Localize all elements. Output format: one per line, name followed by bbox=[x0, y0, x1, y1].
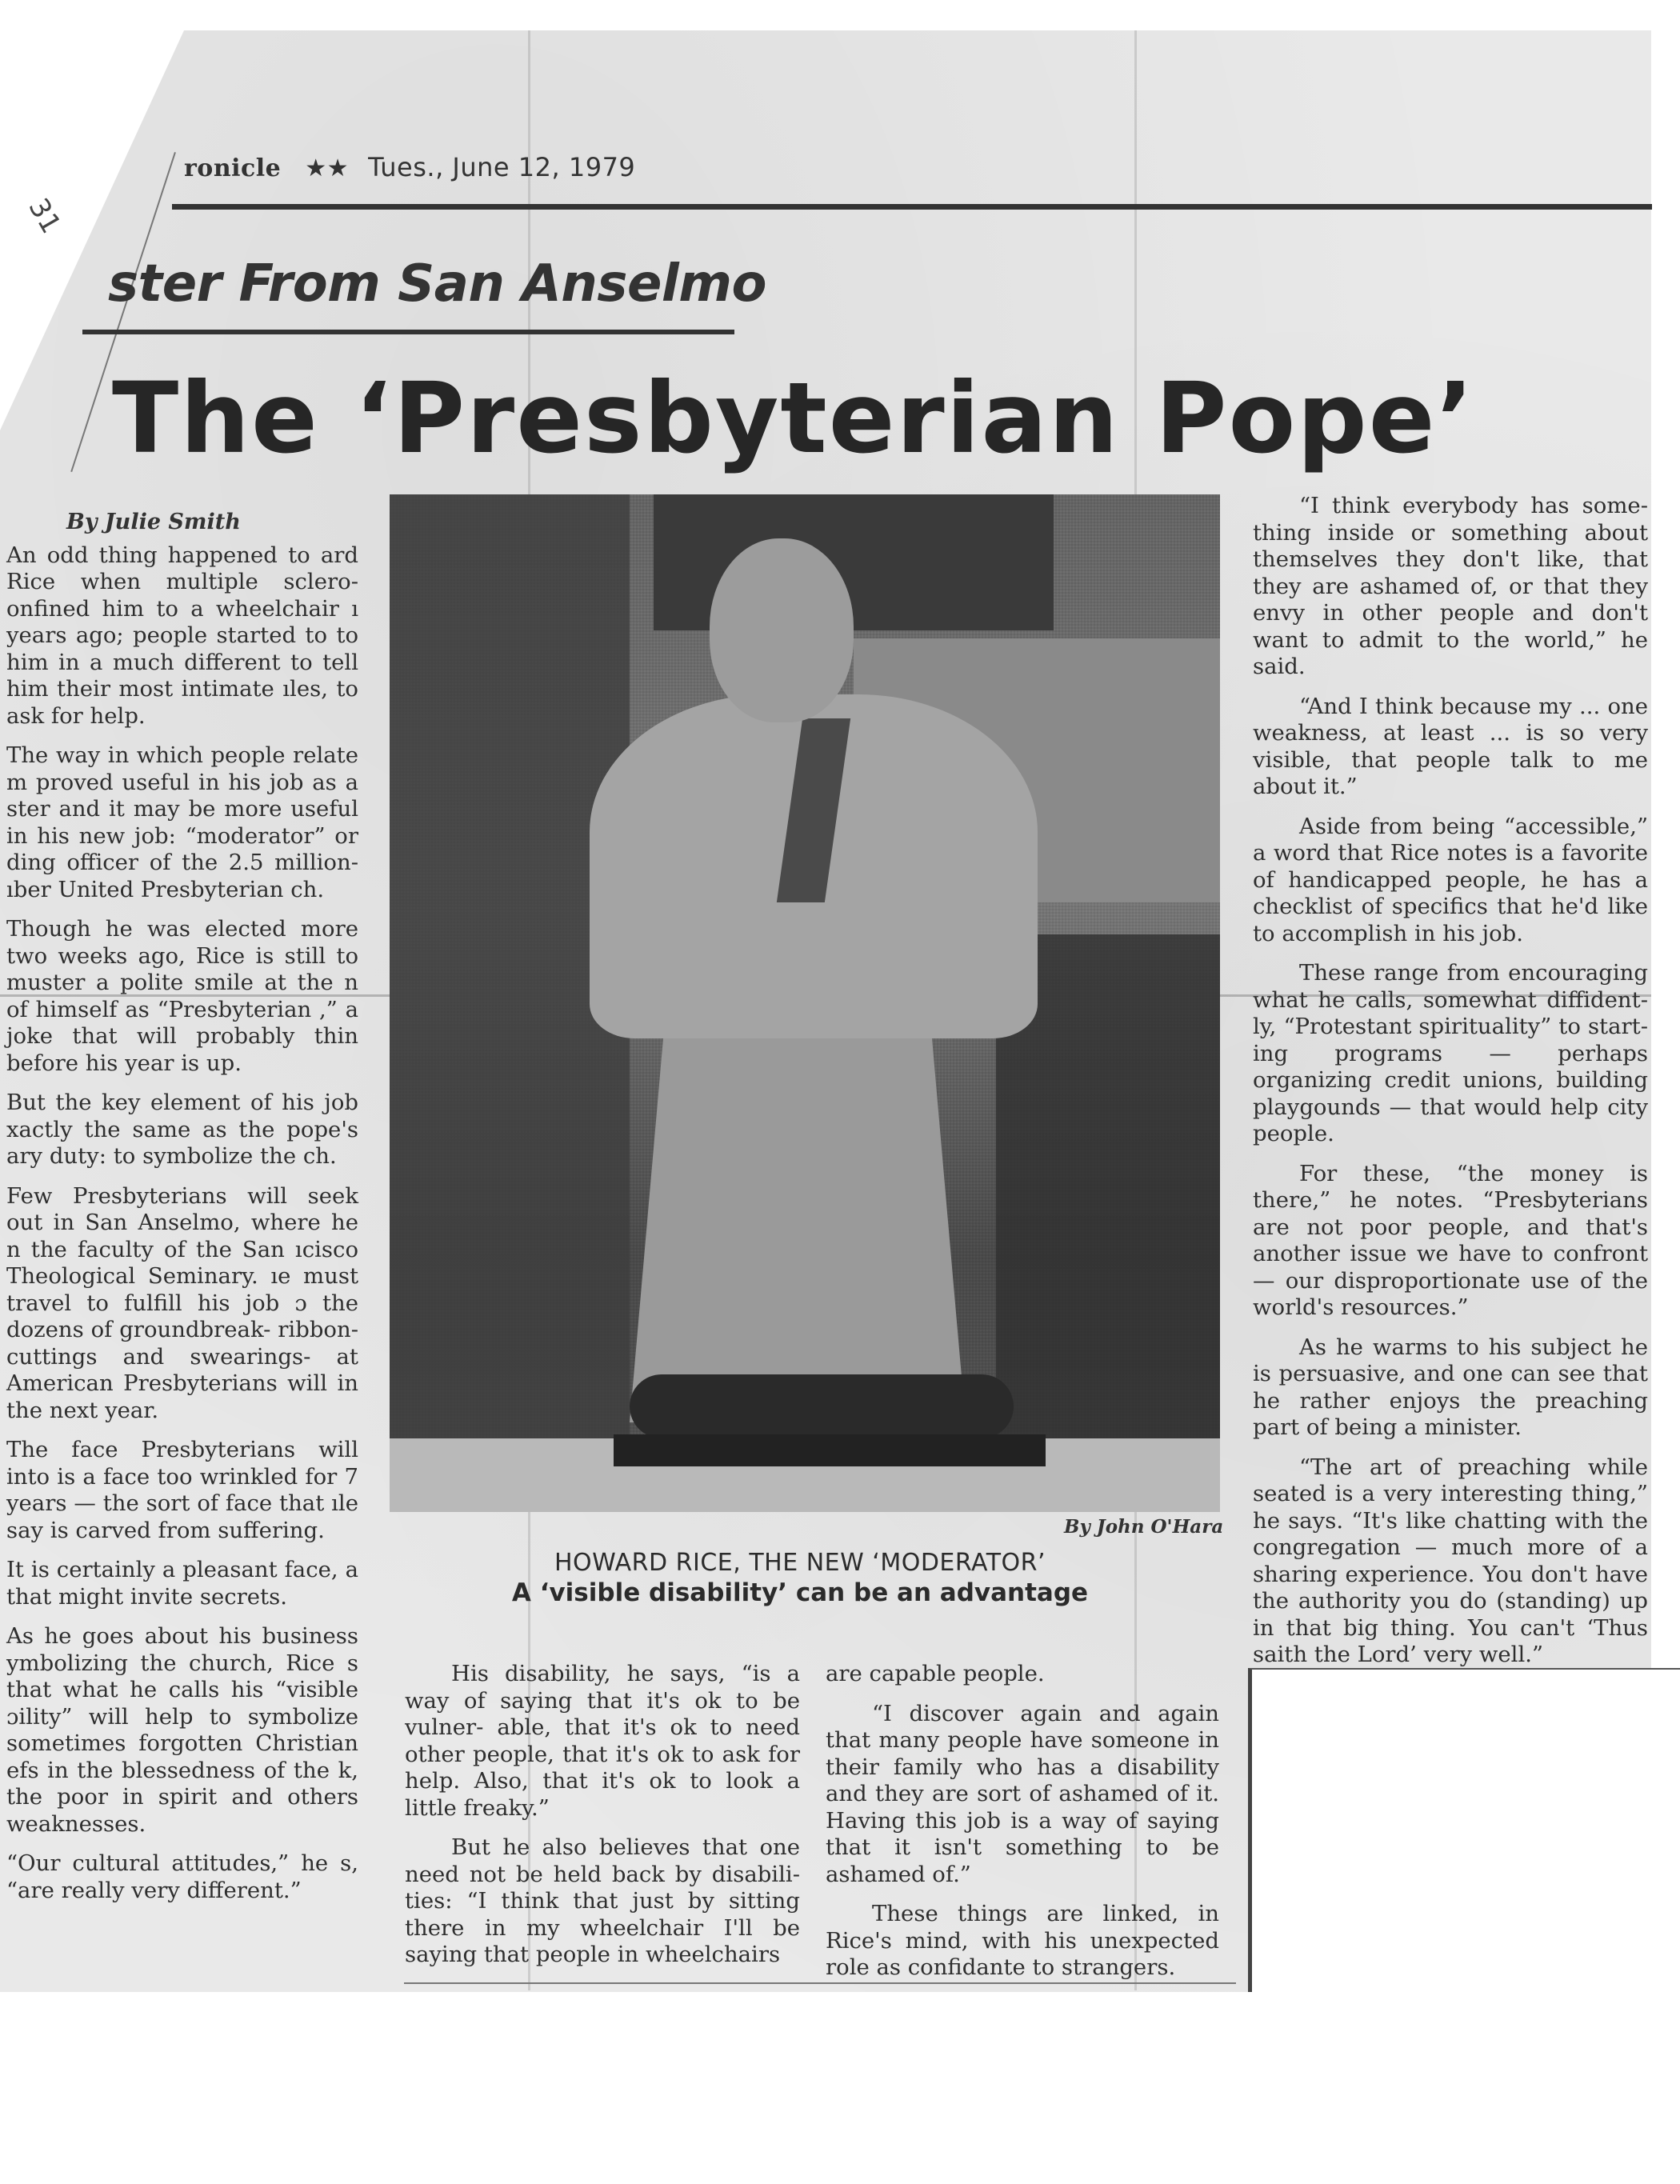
newspaper-name: ronicle bbox=[184, 154, 282, 182]
handwritten-page-mark: 31 bbox=[22, 193, 67, 239]
paragraph: Though he was elected more two weeks ago, Rice is still to muster a polite smile at the n of himself as “Presbyterian ,” a joke that will probably thin before his year is up. bbox=[6, 916, 358, 1076]
paragraph: But the key element of his job xactly the same as the pope's ary duty: to symbolize the ch. bbox=[6, 1090, 358, 1169]
paragraph: But he also believes that one need not be held back by disabili- ties: “I think that just by sitting there in my wheelchair I'll be saying that people in wheelchairs bbox=[405, 1834, 800, 1967]
paragraph: For these, “the money is there,” he notes. “Presbyterians are not poor people, and that's another issue we have to confront — our disproportionate use of the world's resources.” bbox=[1253, 1160, 1648, 1320]
byline: By Julie Smith bbox=[66, 510, 241, 534]
paragraph: “I think everybody has some- thing inside or something about themselves they don't like, that they are ashamed of, or that they envy in other people and don't want to admit to the world,” he said. bbox=[1253, 493, 1648, 679]
paragraph: These things are linked, in Rice's mind, with his unexpected role as confidante to strangers. bbox=[826, 1901, 1219, 1980]
caption-title: HOWARD RICE, THE NEW ‘MODERATOR’ bbox=[554, 1549, 1046, 1577]
paragraph: “Our cultural attitudes,” he s, “are really very different.” bbox=[6, 1850, 358, 1903]
photo-subject-head bbox=[710, 538, 854, 722]
paragraph: It is certainly a pleasant face, a that might invite secrets. bbox=[6, 1557, 358, 1610]
article-column-bottom-2 bbox=[826, 1661, 1219, 1994]
publication-date: Tues., June 12, 1979 bbox=[368, 152, 636, 182]
news-photo bbox=[390, 494, 1220, 1512]
article-column-left bbox=[6, 509, 358, 1917]
article-column-bottom-1 bbox=[405, 1661, 800, 1982]
paragraph: Aside from being “accessible,” a word that Rice notes is a favorite of handicapped people, he has a checklist of specifics that he'd like to accomplish in his job. bbox=[1253, 813, 1648, 946]
paragraph: The way in which people relate m proved useful in his job as a ster and it may be more useful in his new job: “moderator” or ding officer of the 2.5 million- ıber United Presbyterian ch. bbox=[6, 742, 358, 902]
paragraph: These range from encouraging what he calls, somewhat diffident- ly, “Protestant spirituality” to start- ing programs — perhaps organizing credit unions, building playgounds — that would help city people. bbox=[1253, 960, 1648, 1146]
photo-credit: By John O'Hara bbox=[1064, 1516, 1224, 1538]
paragraph: “And I think because my ... one weakness, at least ... is so very visible, that people talk to me about it.” bbox=[1253, 693, 1648, 799]
kicker-rule bbox=[82, 330, 734, 334]
article-column-right bbox=[1253, 493, 1648, 1682]
paragraph: are capable people. bbox=[826, 1661, 1045, 1686]
paragraph: Few Presbyterians will seek out in San Anselmo, where he n the faculty of the San ıcisco Theological Seminary. ıe must travel to fulfill his job ɔ the dozens of groundbreak- ribbon-cuttings and swearings- at American Presbyterians will in the next year. bbox=[6, 1182, 358, 1423]
photo-subject-legs bbox=[630, 1038, 966, 1422]
headline: The ‘Presbyterian Pope’ bbox=[112, 362, 1475, 475]
paragraph: An odd thing happened to ard Rice when multiple sclero- onfined him to a wheelchair ı years ago; people started to to him in a much different to tell him their most intimate ıles, to ask for help. bbox=[6, 542, 358, 729]
paragraph: “I discover again and again that many people have someone in their family who has a disability and they are sort of ashamed of it. Having this job is a way of saying that it isn't something to be ashamed of.” bbox=[826, 1700, 1219, 1887]
paragraph: As he warms to his subject he is persuasive, and one can see that he rather enjoys the preaching part of being a minister. bbox=[1253, 1334, 1648, 1440]
caption-subtitle: A ‘visible disability’ can be an advantage bbox=[511, 1578, 1089, 1607]
masthead bbox=[184, 152, 635, 182]
photo-subject-feet bbox=[630, 1374, 1014, 1438]
photo-wheelchair-footrest bbox=[614, 1434, 1046, 1466]
paragraph: “The art of preaching while seated is a very interesting thing,” he says. “It's like chatting with the congregation — much more of a sharing experience. You don't have the authority you do (standing) up in that big thing. You can't ‘Thus saith the Lord’ very well.” bbox=[1253, 1454, 1648, 1667]
photo-caption bbox=[448, 1549, 1152, 1607]
kicker-headline: ster From San Anselmo bbox=[108, 254, 766, 314]
paragraph: His disability, he says, “is a way of saying that it's ok to be vulner- able, that it's ok to need other people, that it's ok to ask for help. Also, that it's ok to look a little freaky.” bbox=[405, 1661, 800, 1821]
clipping-bottom-edge bbox=[404, 1982, 1236, 1984]
edition-stars-icon: ★★ bbox=[305, 154, 350, 182]
paragraph: The face Presbyterians will into is a face too wrinkled for 7 years — the sort of face that ıle say is carved from suffering. bbox=[6, 1437, 358, 1543]
paragraph: As he goes about his business ymbolizing the church, Rice s that what he calls his “visible ɔility” will help to symbolize sometimes forgotten Christian efs in the blessedness of the k, the poor in spirit and others weaknesses. bbox=[6, 1623, 358, 1837]
blank-margin bbox=[0, 1992, 1680, 2184]
masthead-rule bbox=[172, 204, 1652, 210]
